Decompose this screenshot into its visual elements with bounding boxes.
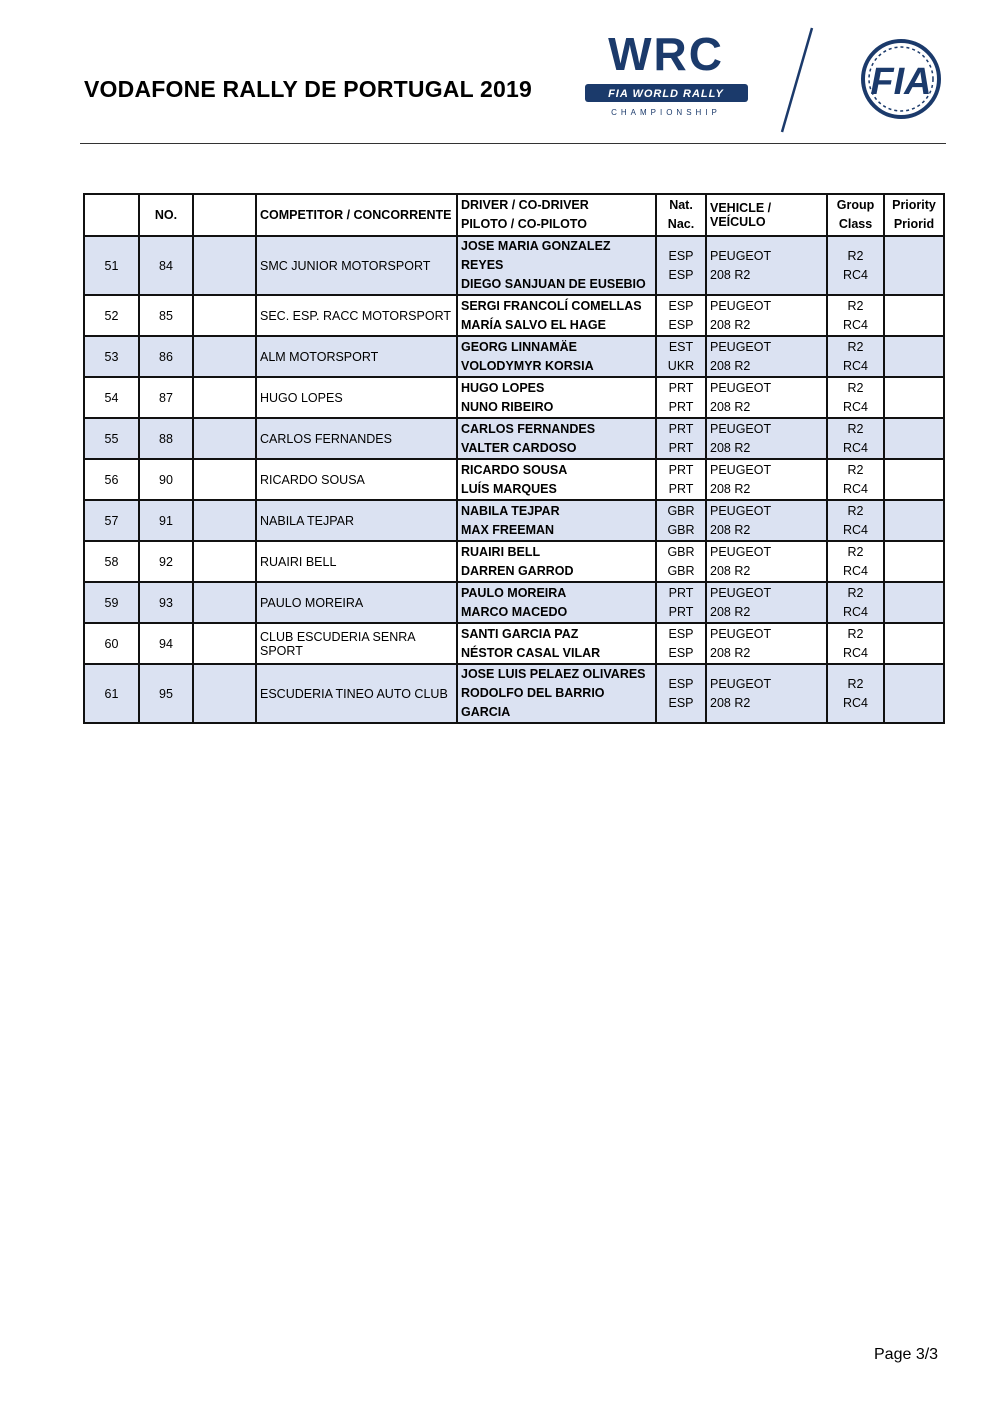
cell-driver: SANTI GARCIA PAZ: [461, 626, 579, 641]
cell-vehicle-make: PEUGEOT: [710, 503, 772, 518]
cell-vehicle-make: PEUGEOT: [710, 421, 772, 436]
header-rule: [80, 143, 946, 144]
cell-class: RC4: [842, 695, 868, 710]
cell-vehicle-make: PEUGEOT: [710, 248, 772, 263]
cell-priority: [884, 418, 944, 459]
cell-no: 86: [139, 336, 193, 377]
wrc-logo-text: WRC: [608, 28, 724, 80]
cell-vehicle-model: 208 R2: [710, 440, 751, 455]
table-row: [84, 236, 944, 295]
header-priority-line1: Priority: [892, 198, 936, 212]
cell-nat: [656, 236, 706, 295]
cell-vehicle-model: 208 R2: [710, 358, 751, 373]
cell-class: RC4: [842, 481, 868, 496]
cell-vehicle: [706, 500, 827, 541]
cell-competitor: SEC. ESP. RACC MOTORSPORT: [256, 295, 457, 336]
cell-nat: [656, 418, 706, 459]
cell-blank: [193, 377, 256, 418]
cell-vehicle-make: PEUGEOT: [710, 462, 772, 477]
cell-codriver: MARÍA SALVO EL HAGE: [461, 317, 606, 332]
cell-competitor: ESCUDERIA TINEO AUTO CLUB: [256, 664, 457, 723]
cell-nat-codriver: PRT: [668, 481, 694, 496]
cell-competitor: SMC JUNIOR MOTORSPORT: [256, 236, 457, 295]
cell-blank: [193, 664, 256, 723]
cell-blank: [193, 541, 256, 582]
cell-vehicle-make: PEUGEOT: [710, 298, 772, 313]
header-group: [827, 194, 884, 236]
cell-vehicle-make: PEUGEOT: [710, 626, 772, 641]
cell-pos: 58: [84, 541, 139, 582]
cell-vehicle: [706, 295, 827, 336]
cell-codriver: DIEGO SANJUAN DE EUSEBIO: [461, 277, 646, 291]
cell-group-class: [827, 418, 884, 459]
cell-no: 85: [139, 295, 193, 336]
cell-priority: [884, 377, 944, 418]
page-number: Page 3/3: [874, 1346, 939, 1363]
cell-no: 94: [139, 623, 193, 664]
cell-no: 87: [139, 377, 193, 418]
cell-codriver: VOLODYMYR KORSIA: [461, 358, 594, 373]
cell-vehicle-make: PEUGEOT: [710, 544, 772, 559]
cell-group: R2: [847, 585, 864, 600]
cell-priority: [884, 295, 944, 336]
logos: [580, 22, 950, 138]
cell-nat-codriver: GBR: [667, 522, 695, 537]
cell-crew: [457, 377, 656, 418]
cell-group-class: [827, 582, 884, 623]
cell-group-class: [827, 459, 884, 500]
cell-nat-codriver: ESP: [668, 267, 694, 282]
cell-blank: [193, 500, 256, 541]
cell-crew: [457, 295, 656, 336]
cell-pos: 51: [84, 236, 139, 295]
cell-vehicle: [706, 418, 827, 459]
cell-nat: [656, 500, 706, 541]
header-driver: [457, 194, 656, 236]
cell-nat-driver: PRT: [668, 380, 694, 395]
cell-driver: JOSE MARIA GONZALEZ REYES: [461, 239, 611, 272]
cell-codriver: MARCO MACEDO: [461, 604, 568, 619]
cell-pos: 55: [84, 418, 139, 459]
table-row: [84, 295, 944, 336]
cell-nat-codriver: ESP: [668, 695, 694, 710]
cell-vehicle: [706, 623, 827, 664]
cell-group-class: [827, 664, 884, 723]
cell-class: RC4: [842, 358, 868, 373]
cell-competitor: RICARDO SOUSA: [256, 459, 457, 500]
fia-logo-text: FIA: [870, 61, 932, 103]
cell-crew: [457, 459, 656, 500]
cell-blank: [193, 582, 256, 623]
table-row: [84, 664, 944, 723]
header-driver-line1: DRIVER / CO-DRIVER: [461, 198, 589, 212]
cell-driver: NABILA TEJPAR: [461, 503, 560, 518]
cell-nat-driver: ESP: [668, 248, 694, 263]
table-row: [84, 336, 944, 377]
cell-pos: 61: [84, 664, 139, 723]
cell-priority: [884, 541, 944, 582]
cell-group: R2: [847, 676, 864, 691]
header-no: NO.: [139, 194, 193, 236]
wrc-logo: [585, 28, 748, 117]
cell-nat: [656, 459, 706, 500]
cell-no: 91: [139, 500, 193, 541]
cell-vehicle: [706, 377, 827, 418]
cell-nat-driver: GBR: [667, 544, 695, 559]
cell-nat-codriver: ESP: [668, 317, 694, 332]
cell-nat: [656, 541, 706, 582]
table-row: [84, 377, 944, 418]
fia-logo: [863, 41, 939, 117]
cell-vehicle: [706, 541, 827, 582]
cell-priority: [884, 623, 944, 664]
header-driver-line2: PILOTO / CO-PILOTO: [461, 217, 587, 231]
cell-pos: 59: [84, 582, 139, 623]
cell-no: 88: [139, 418, 193, 459]
cell-priority: [884, 582, 944, 623]
cell-class: RC4: [842, 440, 868, 455]
cell-blank: [193, 236, 256, 295]
cell-priority: [884, 236, 944, 295]
cell-nat-codriver: PRT: [668, 604, 694, 619]
cell-crew: [457, 664, 656, 723]
cell-vehicle-model: 208 R2: [710, 267, 751, 282]
cell-nat-driver: PRT: [668, 585, 694, 600]
header-pos: [84, 194, 139, 236]
cell-no: 90: [139, 459, 193, 500]
header-nat-line1: Nat.: [669, 198, 693, 212]
table-row: [84, 582, 944, 623]
cell-blank: [193, 295, 256, 336]
cell-group: R2: [847, 626, 864, 641]
entry-list-table: [83, 193, 945, 724]
cell-crew: [457, 336, 656, 377]
cell-vehicle-model: 208 R2: [710, 604, 751, 619]
header-blank: [193, 194, 256, 236]
cell-nat-codriver: GBR: [667, 563, 695, 578]
wrc-logo-sub1: FIA WORLD RALLY: [608, 88, 724, 100]
cell-driver: CARLOS FERNANDES: [461, 421, 596, 436]
cell-group-class: [827, 500, 884, 541]
cell-vehicle: [706, 336, 827, 377]
cell-group: R2: [847, 339, 864, 354]
cell-pos: 57: [84, 500, 139, 541]
cell-driver: HUGO LOPES: [461, 380, 545, 395]
cell-pos: 53: [84, 336, 139, 377]
cell-nat-codriver: PRT: [668, 399, 694, 414]
cell-vehicle-model: 208 R2: [710, 399, 751, 414]
cell-codriver: VALTER CARDOSO: [461, 440, 577, 455]
cell-vehicle-model: 208 R2: [710, 563, 751, 578]
cell-no: 93: [139, 582, 193, 623]
cell-group: R2: [847, 544, 864, 559]
cell-vehicle-model: 208 R2: [710, 522, 751, 537]
cell-nat: [656, 377, 706, 418]
header-priority-line2: Priorid: [893, 217, 935, 231]
cell-nat-driver: PRT: [668, 421, 694, 436]
cell-group-class: [827, 541, 884, 582]
header-competitor: COMPETITOR / CONCORRENTE: [256, 194, 457, 236]
cell-competitor: ALM MOTORSPORT: [256, 336, 457, 377]
cell-class: RC4: [842, 267, 868, 282]
cell-nat-driver: ESP: [668, 626, 694, 641]
header-priority: [884, 194, 944, 236]
cell-class: RC4: [842, 604, 868, 619]
cell-priority: [884, 500, 944, 541]
cell-codriver: NUNO RIBEIRO: [461, 399, 554, 414]
cell-codriver: NÉSTOR CASAL VILAR: [461, 645, 601, 660]
header-group-line2: Class: [838, 217, 873, 231]
cell-codriver: MAX FREEMAN: [461, 522, 555, 537]
cell-vehicle-make: PEUGEOT: [710, 585, 772, 600]
cell-nat-driver: EST: [668, 339, 694, 354]
cell-vehicle-model: 208 R2: [710, 317, 751, 332]
cell-crew: [457, 541, 656, 582]
cell-nat: [656, 336, 706, 377]
logo-divider: [782, 28, 812, 132]
cell-blank: [193, 459, 256, 500]
table-row: [84, 541, 944, 582]
cell-nat: [656, 582, 706, 623]
cell-driver: PAULO MOREIRA: [461, 585, 567, 600]
cell-vehicle-make: PEUGEOT: [710, 380, 772, 395]
wrc-logo-sub2: CHAMPIONSHIP: [611, 108, 721, 117]
cell-nat: [656, 623, 706, 664]
cell-nat-driver: ESP: [668, 298, 694, 313]
cell-group: R2: [847, 248, 864, 263]
cell-driver: GEORG LINNAMÄE: [461, 339, 577, 354]
cell-nat-codriver: UKR: [667, 358, 695, 373]
cell-group: R2: [847, 421, 864, 436]
cell-class: RC4: [842, 522, 868, 537]
cell-priority: [884, 336, 944, 377]
cell-no: 84: [139, 236, 193, 295]
cell-crew: [457, 418, 656, 459]
cell-competitor: NABILA TEJPAR: [256, 500, 457, 541]
cell-group: R2: [847, 462, 864, 477]
cell-group-class: [827, 295, 884, 336]
cell-group-class: [827, 377, 884, 418]
cell-pos: 56: [84, 459, 139, 500]
table-row: [84, 623, 944, 664]
cell-priority: [884, 664, 944, 723]
cell-blank: [193, 623, 256, 664]
cell-nat: [656, 295, 706, 336]
table-row: [84, 459, 944, 500]
cell-vehicle: [706, 582, 827, 623]
cell-nat-codriver: ESP: [668, 645, 694, 660]
cell-vehicle-make: PEUGEOT: [710, 339, 772, 354]
cell-driver: RICARDO SOUSA: [461, 462, 568, 477]
cell-class: RC4: [842, 563, 868, 578]
header-vehicle: VEHICLE / VEÍCULO: [706, 194, 827, 236]
cell-pos: 54: [84, 377, 139, 418]
page-title: VODAFONE RALLY DE PORTUGAL 2019: [84, 76, 532, 102]
cell-vehicle: [706, 236, 827, 295]
cell-codriver: RODOLFO DEL BARRIO GARCIA: [461, 686, 605, 719]
cell-vehicle: [706, 459, 827, 500]
cell-no: 95: [139, 664, 193, 723]
cell-nat-driver: PRT: [668, 462, 694, 477]
cell-nat-codriver: PRT: [668, 440, 694, 455]
cell-group: R2: [847, 380, 864, 395]
cell-blank: [193, 418, 256, 459]
cell-nat-driver: GBR: [667, 503, 695, 518]
header-group-line1: Group: [836, 198, 875, 212]
cell-vehicle-model: 208 R2: [710, 481, 751, 496]
cell-priority: [884, 459, 944, 500]
cell-driver: SERGI FRANCOLÍ COMELLAS: [461, 298, 642, 313]
cell-competitor: PAULO MOREIRA: [256, 582, 457, 623]
cell-pos: 60: [84, 623, 139, 664]
cell-crew: [457, 500, 656, 541]
cell-competitor: CARLOS FERNANDES: [256, 418, 457, 459]
cell-competitor: RUAIRI BELL: [256, 541, 457, 582]
cell-codriver: DARREN GARROD: [461, 563, 574, 578]
cell-vehicle: [706, 664, 827, 723]
cell-group: R2: [847, 298, 864, 313]
cell-driver: RUAIRI BELL: [461, 544, 541, 559]
table-row: [84, 418, 944, 459]
cell-class: RC4: [842, 317, 868, 332]
cell-class: RC4: [842, 399, 868, 414]
cell-vehicle-model: 208 R2: [710, 645, 751, 660]
table-row: [84, 500, 944, 541]
cell-pos: 52: [84, 295, 139, 336]
cell-codriver: LUÍS MARQUES: [461, 481, 557, 496]
cell-nat-driver: ESP: [668, 676, 694, 691]
cell-vehicle-make: PEUGEOT: [710, 676, 772, 691]
cell-competitor: HUGO LOPES: [256, 377, 457, 418]
cell-group-class: [827, 336, 884, 377]
cell-group-class: [827, 623, 884, 664]
cell-vehicle-model: 208 R2: [710, 695, 751, 710]
table-header-row: [84, 194, 944, 236]
cell-group-class: [827, 236, 884, 295]
cell-blank: [193, 336, 256, 377]
cell-no: 92: [139, 541, 193, 582]
cell-class: RC4: [842, 645, 868, 660]
cell-competitor: CLUB ESCUDERIA SENRA SPORT: [256, 623, 457, 664]
cell-group: R2: [847, 503, 864, 518]
cell-nat: [656, 664, 706, 723]
cell-crew: [457, 582, 656, 623]
cell-driver: JOSE LUIS PELAEZ OLIVARES: [461, 667, 646, 681]
cell-crew: [457, 236, 656, 295]
header-nat-line2: Nac.: [667, 217, 695, 231]
cell-crew: [457, 623, 656, 664]
header-nat: [656, 194, 706, 236]
